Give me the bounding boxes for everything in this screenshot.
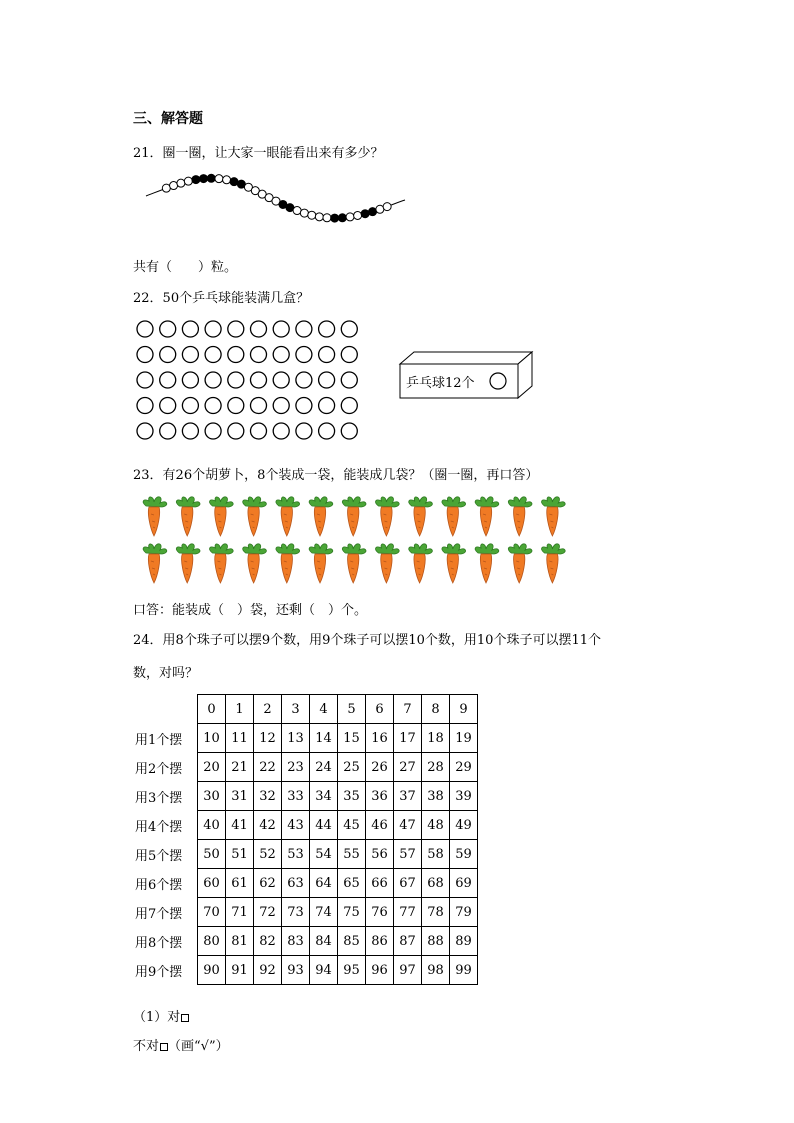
ping-pong-ball <box>296 423 312 439</box>
carrot-icon <box>442 544 466 583</box>
table-cell: 46 <box>366 811 394 840</box>
table-header-cell: 3 <box>282 695 310 724</box>
ping-pong-ball <box>160 321 176 337</box>
table-cell: 53 <box>282 840 310 869</box>
table-cell: 93 <box>282 956 310 985</box>
row-label: 用7个摆 <box>135 906 183 922</box>
table-cell: 21 <box>226 753 254 782</box>
table-row <box>133 753 478 782</box>
table-cell: 91 <box>226 956 254 985</box>
ping-pong-ball <box>228 347 244 363</box>
ping-pong-ball <box>273 372 289 388</box>
table-cell: 47 <box>394 811 422 840</box>
ping-pong-ball <box>296 347 312 363</box>
ping-pong-ball <box>319 398 335 414</box>
ping-pong-ball <box>251 423 267 439</box>
ping-pong-ball <box>341 372 357 388</box>
ping-pong-ball <box>137 398 153 414</box>
table-row <box>133 869 478 898</box>
black-bead <box>207 174 215 182</box>
table-cell: 70 <box>198 898 226 927</box>
table-cell: 88 <box>422 927 450 956</box>
ping-pong-ball <box>296 398 312 414</box>
table-cell: 16 <box>366 724 394 753</box>
carrot-icon <box>376 544 400 583</box>
table-row <box>133 956 478 985</box>
table-cell: 68 <box>422 869 450 898</box>
table-header-cell: 7 <box>394 695 422 724</box>
box-ball-icon <box>490 373 506 389</box>
q23-answer: 口答：能装成（ ）袋，还剩（ ）个。 <box>133 603 368 618</box>
carrot-icon <box>309 544 333 583</box>
table-cell: 10 <box>198 724 226 753</box>
table-cell: 38 <box>422 782 450 811</box>
table-cell: 42 <box>254 811 282 840</box>
table-cell: 63 <box>282 869 310 898</box>
row-label: 用1个摆 <box>135 732 183 748</box>
white-bead <box>215 175 223 183</box>
row-label: 用5个摆 <box>135 848 183 864</box>
white-bead <box>354 211 362 219</box>
table-cell: 83 <box>282 927 310 956</box>
table-cell: 73 <box>282 898 310 927</box>
ping-pong-ball <box>228 321 244 337</box>
table-cell: 99 <box>450 956 478 985</box>
white-bead <box>177 179 185 187</box>
black-bead <box>192 176 200 184</box>
table-cell: 23 <box>282 753 310 782</box>
carrot-icon <box>542 497 566 536</box>
table-cell: 89 <box>450 927 478 956</box>
table-header-cell: 0 <box>198 695 226 724</box>
white-bead <box>383 203 391 211</box>
white-bead <box>315 213 323 221</box>
bead-string <box>140 168 410 230</box>
carrot-icon <box>143 497 167 536</box>
table-cell: 71 <box>226 898 254 927</box>
ping-pong-ball <box>137 423 153 439</box>
checkbox-incorrect[interactable] <box>160 1043 168 1051</box>
row-label: 用9个摆 <box>135 964 183 980</box>
carrot-icon <box>276 497 300 536</box>
table-cell: 50 <box>198 840 226 869</box>
ping-pong-ball <box>251 372 267 388</box>
carrot-icon <box>176 497 200 536</box>
option-correct-label: （1）对 <box>133 1010 181 1025</box>
table-cell: 48 <box>422 811 450 840</box>
ping-pong-ball <box>319 372 335 388</box>
ping-pong-ball <box>205 398 221 414</box>
ping-pong-ball <box>160 423 176 439</box>
table-cell: 79 <box>450 898 478 927</box>
table-cell: 98 <box>422 956 450 985</box>
table-cell: 58 <box>422 840 450 869</box>
table-cell: 72 <box>254 898 282 927</box>
option-correct <box>133 1006 189 1025</box>
table-cell: 18 <box>422 724 450 753</box>
black-bead <box>338 214 346 222</box>
ping-pong-ball <box>251 347 267 363</box>
carrot-icon <box>508 497 532 536</box>
option-note: （画“√”） <box>168 1039 229 1054</box>
table-cell: 19 <box>450 724 478 753</box>
ping-pong-ball <box>319 423 335 439</box>
q24-question-line2: 数，对吗？ <box>133 666 199 681</box>
black-bead <box>230 178 238 186</box>
table-cell: 44 <box>310 811 338 840</box>
table-cell: 64 <box>310 869 338 898</box>
section-title: 三、解答题 <box>133 111 203 127</box>
table-cell: 36 <box>366 782 394 811</box>
ping-pong-ball <box>341 423 357 439</box>
box-label: 乒乓球12个 <box>406 376 475 391</box>
table-cell: 43 <box>282 811 310 840</box>
table-cell: 52 <box>254 840 282 869</box>
carrot-icon <box>475 544 499 583</box>
table-cell: 17 <box>394 724 422 753</box>
table-row <box>133 927 478 956</box>
table-row <box>133 898 478 927</box>
table-header-cell: 5 <box>338 695 366 724</box>
table-cell: 86 <box>366 927 394 956</box>
ping-pong-ball <box>319 347 335 363</box>
white-bead <box>323 214 331 222</box>
carrot-icon <box>210 544 234 583</box>
table-cell: 97 <box>394 956 422 985</box>
table-cell: 26 <box>366 753 394 782</box>
q24-question-line1: 24．用8个珠子可以摆9个数，用9个珠子可以摆10个数，用10个珠子可以摆11个 <box>133 633 601 648</box>
table-cell: 81 <box>226 927 254 956</box>
ping-pong-ball <box>205 372 221 388</box>
white-bead <box>223 176 231 184</box>
table-cell: 67 <box>394 869 422 898</box>
black-bead <box>200 175 208 183</box>
ping-pong-ball <box>273 423 289 439</box>
table-cell: 78 <box>422 898 450 927</box>
table-cell: 27 <box>394 753 422 782</box>
carrots <box>138 492 578 592</box>
ping-pong-ball <box>137 321 153 337</box>
table-cell: 69 <box>450 869 478 898</box>
table-cell: 96 <box>366 956 394 985</box>
carrot-icon <box>210 497 234 536</box>
ping-pong-ball <box>160 347 176 363</box>
table-cell: 30 <box>198 782 226 811</box>
q23-question: 23．有26个胡萝卜，8个装成一袋，能装成几袋？（圈一圈，再口答） <box>133 468 539 483</box>
carrot-icon <box>243 497 267 536</box>
table-cell: 13 <box>282 724 310 753</box>
carrot-icon <box>508 544 532 583</box>
black-bead <box>369 208 377 216</box>
black-bead <box>331 214 339 222</box>
table-cell: 56 <box>366 840 394 869</box>
q21-question: 21．圈一圈，让大家一眼能看出来有多少？ <box>133 146 384 161</box>
table-cell: 80 <box>198 927 226 956</box>
white-bead <box>308 211 316 219</box>
table-cell: 29 <box>450 753 478 782</box>
carrot-icon <box>442 497 466 536</box>
carrot-icon <box>342 544 366 583</box>
table-header-cell: 2 <box>254 695 282 724</box>
carrot-icon <box>309 497 333 536</box>
ping-pong-ball <box>341 398 357 414</box>
table-cell: 85 <box>338 927 366 956</box>
table-cell: 12 <box>254 724 282 753</box>
black-bead <box>361 210 369 218</box>
table-cell: 37 <box>394 782 422 811</box>
ping-pong-ball <box>273 321 289 337</box>
row-label: 用8个摆 <box>135 935 183 951</box>
white-bead <box>346 213 354 221</box>
ping-pong-ball <box>160 372 176 388</box>
number-table <box>133 694 478 985</box>
table-corner <box>133 695 198 724</box>
table-cell: 60 <box>198 869 226 898</box>
carrot-icon <box>409 544 433 583</box>
table-cell: 61 <box>226 869 254 898</box>
table-cell: 54 <box>310 840 338 869</box>
table-cell: 15 <box>338 724 366 753</box>
ping-pong-ball <box>228 372 244 388</box>
table-cell: 59 <box>450 840 478 869</box>
ping-pong-ball <box>182 398 198 414</box>
checkbox-correct[interactable] <box>181 1014 189 1022</box>
table-cell: 90 <box>198 956 226 985</box>
table-cell: 45 <box>338 811 366 840</box>
ping-pong-ball <box>205 347 221 363</box>
table-cell: 32 <box>254 782 282 811</box>
q22-question: 22．50个乒乓球能装满几盒？ <box>133 291 310 306</box>
table-cell: 84 <box>310 927 338 956</box>
table-cell: 39 <box>450 782 478 811</box>
ping-pong-ball <box>228 398 244 414</box>
ping-pong-ball <box>228 423 244 439</box>
table-cell: 57 <box>394 840 422 869</box>
ping-pong-ball <box>319 321 335 337</box>
table-cell: 14 <box>310 724 338 753</box>
carrot-icon <box>475 497 499 536</box>
ping-pong-ball <box>137 347 153 363</box>
white-bead <box>170 182 178 190</box>
ping-pong-ball <box>182 347 198 363</box>
table-header-cell: 9 <box>450 695 478 724</box>
table-cell: 24 <box>310 753 338 782</box>
table-cell: 92 <box>254 956 282 985</box>
carrot-icon <box>276 544 300 583</box>
table-cell: 66 <box>366 869 394 898</box>
ping-pong-ball <box>160 398 176 414</box>
table-cell: 28 <box>422 753 450 782</box>
table-cell: 62 <box>254 869 282 898</box>
row-label: 用6个摆 <box>135 877 183 893</box>
ping-pong-ball <box>273 347 289 363</box>
beads-group <box>162 174 391 222</box>
table-cell: 77 <box>394 898 422 927</box>
table-cell: 82 <box>254 927 282 956</box>
ping-pong-ball <box>273 398 289 414</box>
ping-pong-ball <box>341 321 357 337</box>
carrot-icon <box>409 497 433 536</box>
table-cell: 75 <box>338 898 366 927</box>
white-bead <box>184 177 192 185</box>
carrot-icon <box>243 544 267 583</box>
table-cell: 34 <box>310 782 338 811</box>
table-row <box>133 811 478 840</box>
ping-pong-ball <box>341 347 357 363</box>
row-label: 用4个摆 <box>135 819 183 835</box>
option-incorrect-label: 不对 <box>133 1039 160 1054</box>
ping-pong-ball <box>205 423 221 439</box>
q21-answer: 共有（ ）粒。 <box>133 260 238 275</box>
table-row <box>133 724 478 753</box>
table-cell: 20 <box>198 753 226 782</box>
row-label: 用2个摆 <box>135 761 183 777</box>
table-header-cell: 8 <box>422 695 450 724</box>
carrot-icon <box>542 544 566 583</box>
ping-pong-ball <box>182 372 198 388</box>
carrot-icon <box>376 497 400 536</box>
ping-pong-ball <box>137 372 153 388</box>
table-cell: 35 <box>338 782 366 811</box>
table-cell: 41 <box>226 811 254 840</box>
table-row <box>133 840 478 869</box>
carrot-icon <box>176 544 200 583</box>
ping-pong-ball <box>182 321 198 337</box>
carrot-icon <box>342 497 366 536</box>
box-top <box>400 352 532 364</box>
table-header-cell: 4 <box>310 695 338 724</box>
ping-pong-ball <box>296 321 312 337</box>
table-cell: 31 <box>226 782 254 811</box>
table-cell: 87 <box>394 927 422 956</box>
table-row <box>133 782 478 811</box>
table-cell: 22 <box>254 753 282 782</box>
carrot-icon <box>143 544 167 583</box>
table-cell: 33 <box>282 782 310 811</box>
white-bead <box>300 209 308 217</box>
table-header-row <box>133 695 478 724</box>
table-header-cell: 6 <box>366 695 394 724</box>
ping-pong-ball <box>296 372 312 388</box>
table-cell: 11 <box>226 724 254 753</box>
table-cell: 65 <box>338 869 366 898</box>
ping-pong-ball <box>251 398 267 414</box>
table-cell: 51 <box>226 840 254 869</box>
row-label: 用3个摆 <box>135 790 183 806</box>
table-cell: 55 <box>338 840 366 869</box>
ping-pong-ball <box>182 423 198 439</box>
table-cell: 25 <box>338 753 366 782</box>
option-incorrect <box>133 1035 229 1054</box>
ball-box <box>396 350 538 402</box>
table-cell: 95 <box>338 956 366 985</box>
ping-pong-ball <box>251 321 267 337</box>
table-cell: 74 <box>310 898 338 927</box>
table-cell: 76 <box>366 898 394 927</box>
ping-pong-ball <box>205 321 221 337</box>
table-cell: 40 <box>198 811 226 840</box>
table-header-cell: 1 <box>226 695 254 724</box>
ping-pong-balls <box>136 318 366 444</box>
table-cell: 49 <box>450 811 478 840</box>
table-cell: 94 <box>310 956 338 985</box>
